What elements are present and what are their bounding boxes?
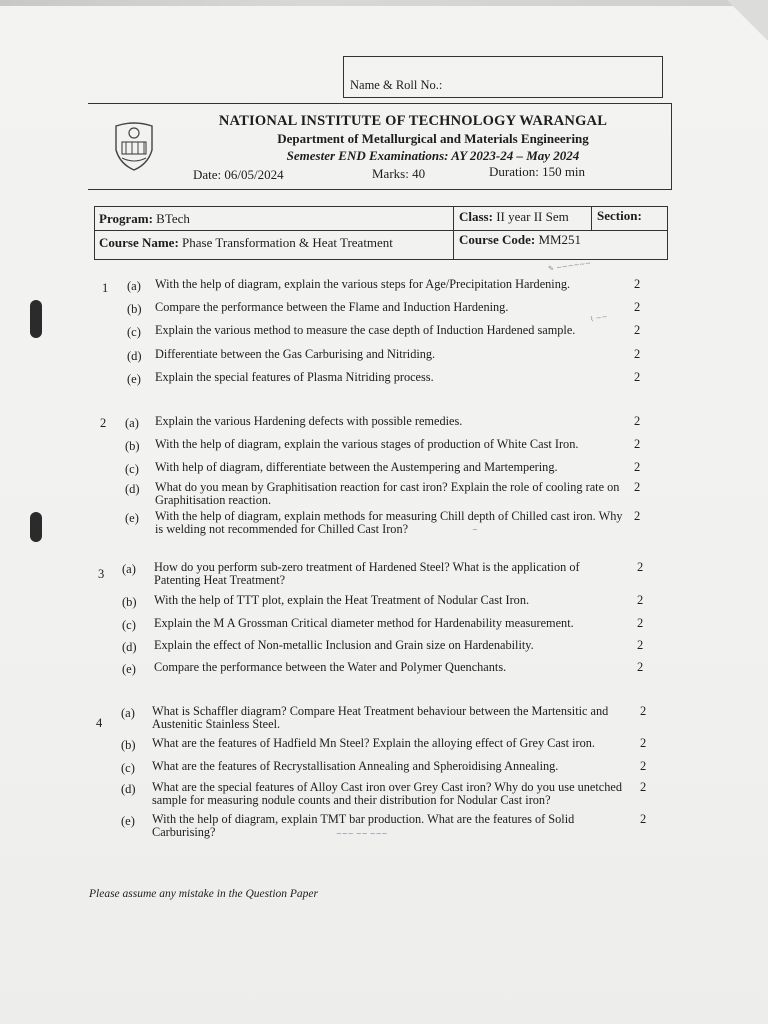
question-marks: 2 (637, 638, 644, 652)
course-info-table (94, 206, 668, 260)
question-marks: 2 (634, 414, 641, 428)
pen-scribble: ~ (472, 526, 478, 534)
question-part-label: (c) (122, 618, 136, 632)
pen-scribble: ⌇ ~~ (589, 312, 608, 324)
question-marks: 2 (634, 370, 641, 384)
question-marks: 2 (637, 560, 644, 574)
question-part-label: (e) (125, 511, 139, 525)
exam-duration: Duration: 150 min (489, 164, 586, 179)
question-marks: 2 (640, 759, 647, 773)
course-code-cell (459, 232, 581, 248)
course-name-value: Phase Transformation & Heat Treatment (182, 235, 393, 250)
question-marks: 2 (637, 660, 644, 674)
question-number: 2 (100, 416, 107, 430)
question-marks: 2 (634, 480, 641, 494)
question-part-label: (b) (127, 302, 142, 316)
section-label: Section: (597, 208, 642, 223)
exam-marks: Marks: 40 (372, 166, 426, 181)
question-marks: 2 (640, 736, 647, 750)
question-text: Explain the various Hardening defects with possible remedies. (155, 414, 463, 428)
question-part-label: (e) (127, 372, 141, 386)
course-name-cell (99, 235, 393, 251)
binder-clip-mark (30, 300, 42, 338)
question-marks: 2 (634, 277, 641, 291)
page-fold (718, 0, 768, 40)
question-marks: 2 (634, 323, 641, 337)
question-marks: 2 (640, 780, 647, 794)
question-text: Compare the performance between the Flame and Induction Hardening. (155, 300, 509, 314)
question-marks: 2 (634, 437, 641, 451)
name-roll-box (343, 56, 663, 98)
question-part-label: (c) (121, 761, 135, 775)
question-marks: 2 (634, 509, 641, 523)
question-part-label: (c) (125, 462, 139, 476)
question-text: With the help of diagram, explain methods for measuring Chill depth of Chilled cast iron. Why is welding not recommended for Chilled Cast Iron? (155, 509, 623, 536)
question-marks: 2 (637, 593, 644, 607)
question-text: With the help of diagram, explain the various stages of production of White Cast Iron. (155, 437, 579, 451)
question-number: 4 (96, 716, 103, 730)
question-part-label: (d) (125, 482, 140, 496)
question-part-label: (a) (127, 279, 141, 293)
question-part-label: (b) (122, 595, 137, 609)
program-cell (99, 211, 190, 227)
question-marks: 2 (634, 460, 641, 474)
question-number: 1 (102, 281, 109, 295)
course-code-label: Course Code: (459, 232, 536, 247)
question-part-label: (a) (122, 562, 136, 576)
question-text: Differentiate between the Gas Carburising and Nitriding. (155, 347, 436, 361)
pen-scribble: ~~~ ~~ ~~~ (336, 830, 388, 838)
question-text: Explain the M A Grossman Critical diameter method for Hardenability measurement. (154, 616, 574, 630)
institute-name: NATIONAL INSTITUTE OF TECHNOLOGY WARANGAL (218, 113, 608, 129)
question-text: What are the special features of Alloy Cast iron over Grey Cast iron? Why do you use unetched sample for measuring nodule counts and their distribution for Nodular Cast iron? (152, 780, 622, 807)
exam-title: Semester END Examinations: AY 2023-24 – May 2024 (286, 148, 580, 163)
course-code-value: MM251 (538, 232, 582, 247)
question-text: With the help of diagram, explain the various steps for Age/Precipitation Hardening. (155, 277, 571, 291)
question-text: Explain the special features of Plasma Nitriding process. (155, 370, 434, 384)
question-marks: 2 (634, 347, 641, 361)
class-label: Class: (459, 209, 493, 224)
question-part-label: (d) (121, 782, 136, 796)
pen-scribble: ✎ ~~~~~~ (547, 259, 592, 273)
class-cell (459, 209, 569, 225)
question-text: With the help of diagram, explain TMT bar production. What are the features of Solid Carburising? (152, 812, 575, 839)
program-value: BTech (156, 211, 190, 226)
exam-date: Date: 06/05/2024 (193, 167, 284, 182)
question-part-label: (d) (127, 349, 142, 363)
question-part-label: (b) (121, 738, 136, 752)
question-text: Compare the performance between the Water and Polymer Quenchants. (154, 660, 507, 674)
question-marks: 2 (634, 300, 641, 314)
question-marks: 2 (637, 616, 644, 630)
section-cell (597, 208, 642, 224)
question-part-label: (d) (122, 640, 137, 654)
class-value: II year II Sem (496, 209, 569, 224)
question-part-label: (a) (125, 416, 139, 430)
question-part-label: (a) (121, 706, 135, 720)
question-part-label: (b) (125, 439, 140, 453)
question-text: What do you mean by Graphitisation reaction for cast iron? Explain the role of cooling rate on Graphitisation reaction. (155, 480, 620, 507)
course-name-label: Course Name: (99, 235, 179, 250)
department-name: Department of Metallurgical and Materials Engineering (277, 131, 589, 146)
question-text: Explain the effect of Non-metallic Inclusion and Grain size on Hardenability. (154, 638, 534, 652)
question-text: With the help of TTT plot, explain the Heat Treatment of Nodular Cast Iron. (154, 593, 530, 607)
question-marks: 2 (640, 704, 647, 718)
institute-logo-icon (108, 120, 160, 172)
question-text: With help of diagram, differentiate between the Austempering and Martempering. (155, 460, 558, 474)
question-part-label: (e) (122, 662, 136, 676)
question-part-label: (e) (121, 814, 135, 828)
question-text: What are the features of Hadfield Mn Steel? Explain the alloying effect of Grey Cast iron. (152, 736, 595, 750)
footer-note: Please assume any mistake in the Question Paper (89, 888, 318, 900)
question-number: 3 (98, 567, 105, 581)
program-label: Program: (99, 211, 153, 226)
question-text: What are the features of Recrystallisation Annealing and Spheroidising Annealing. (152, 759, 559, 773)
question-text: What is Schaffler diagram? Compare Heat Treatment behaviour between the Martensitic and Austenitic Stainless Steel. (152, 704, 609, 731)
question-text: Explain the various method to measure the case depth of Induction Hardened sample. (155, 323, 576, 337)
name-roll-label: Name & Roll No.: (350, 78, 443, 92)
question-marks: 2 (640, 812, 647, 826)
question-text: How do you perform sub-zero treatment of Hardened Steel? What is the application of Patenting Heat Treatment? (154, 560, 580, 587)
binder-clip-mark (30, 512, 42, 542)
question-part-label: (c) (127, 325, 141, 339)
